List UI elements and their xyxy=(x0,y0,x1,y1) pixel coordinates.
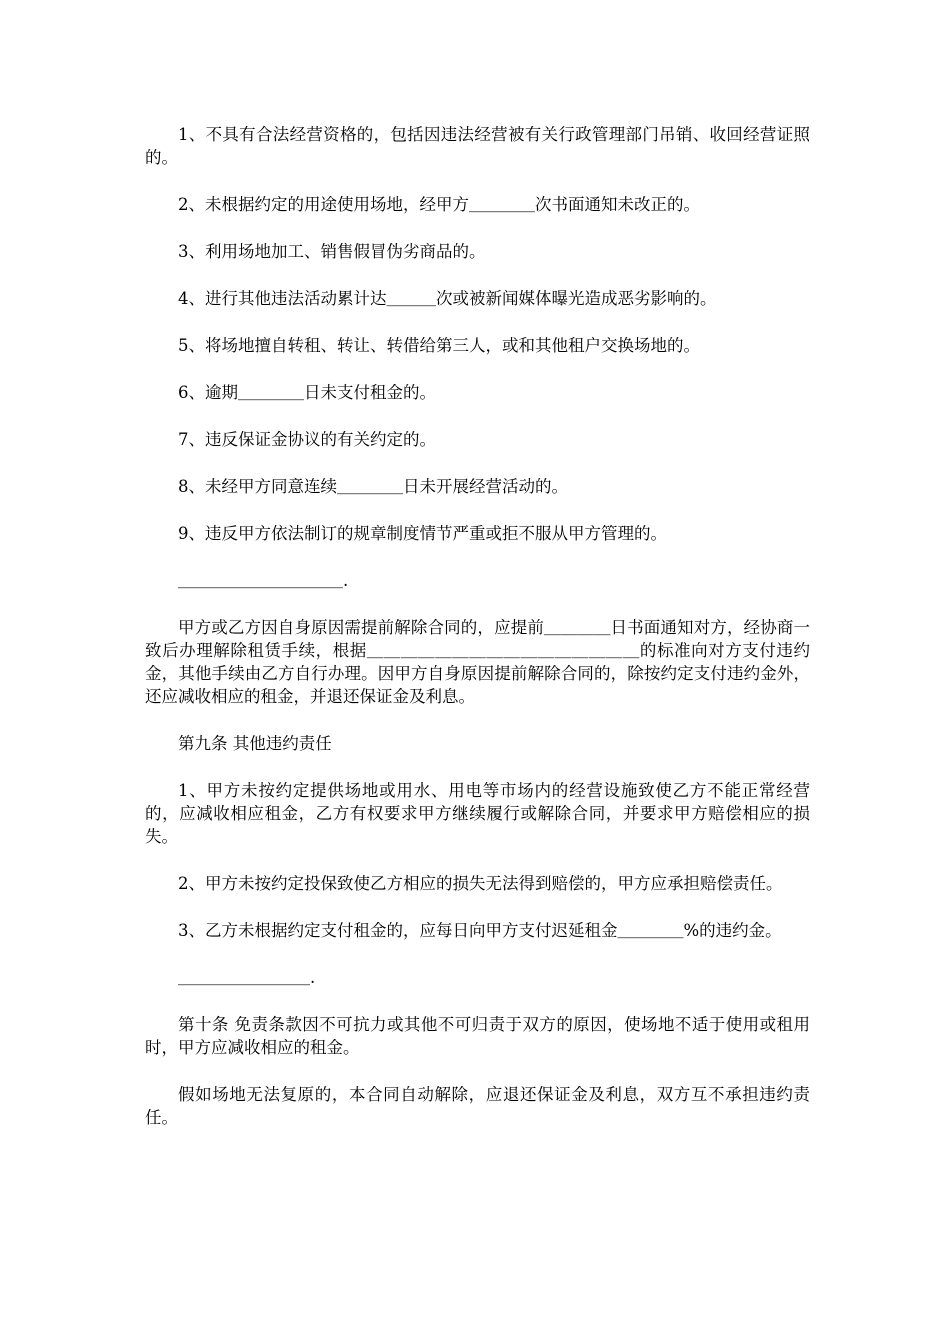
document-body xyxy=(145,123,810,1153)
article-9-item-1: 1、甲方未按约定提供场地或用水、用电等市场内的经营设施致使乙方不能正常经营的，应减收相应租金，乙方有权要求甲方继续履行或解除合同，并要求甲方赔偿相应的损失。 xyxy=(145,781,810,846)
clause-item-5: 5、将场地擅自转租、转让、转借给第三人，或和其他租户交换场地的。 xyxy=(178,336,700,355)
clause-item-2: 2、未根据约定的用途使用场地，经甲方＿＿＿＿次书面通知未改正的。 xyxy=(178,195,700,214)
blank-line-1: ＿＿＿＿＿＿＿＿＿＿. xyxy=(178,571,349,590)
article-10-paragraph: 第十条 免责条款因不可抗力或其他不可归责于双方的原因，使场地不适于使用或租用时，甲方应减收相应的租金。 xyxy=(145,1015,810,1057)
clause-item-1: 1、不具有合法经营资格的，包括因违法经营被有关行政管理部门吊销、收回经营证照的。 xyxy=(145,125,810,167)
early-termination-paragraph: 甲方或乙方因自身原因需提前解除合同的，应提前＿＿＿＿日书面通知对方，经协商一致后办理解除租赁手续，根据＿＿＿＿＿＿＿＿＿＿＿＿＿＿＿＿的标准向对方支付违约金，其他手续由乙方自行办理。因甲方自身原因提前解除合同的，除按约定支付违约金外，还应减收相应的租金，并退还保证金及利息。 xyxy=(145,618,810,706)
closing-paragraph: 假如场地无法复原的，本合同自动解除，应退还保证金及利息，双方互不承担违约责任。 xyxy=(145,1085,810,1127)
clause-item-3: 3、利用场地加工、销售假冒伪劣商品的。 xyxy=(178,242,486,261)
article-9-item-2: 2、甲方未按约定投保致使乙方相应的损失无法得到赔偿的，甲方应承担赔偿责任。 xyxy=(178,874,783,893)
clause-item-4: 4、进行其他违法活动累计达＿＿＿次或被新闻媒体曝光造成恶劣影响的。 xyxy=(178,289,717,308)
article-9-item-3: 3、乙方未根据约定支付租金的，应每日向甲方支付迟延租金＿＿＿＿%的违约金。 xyxy=(178,921,782,940)
blank-line-2: ＿＿＿＿＿＿＿＿. xyxy=(178,968,316,987)
clause-item-6: 6、逾期＿＿＿＿日未支付租金的。 xyxy=(178,383,436,402)
clause-item-7: 7、违反保证金协议的有关约定的。 xyxy=(178,430,436,449)
article-9-heading: 第九条 其他违约责任 xyxy=(178,734,332,753)
clause-item-8: 8、未经甲方同意连续＿＿＿＿日未开展经营活动的。 xyxy=(178,477,568,496)
clause-item-9: 9、违反甲方依法制订的规章制度情节严重或拒不服从甲方管理的。 xyxy=(178,524,667,543)
